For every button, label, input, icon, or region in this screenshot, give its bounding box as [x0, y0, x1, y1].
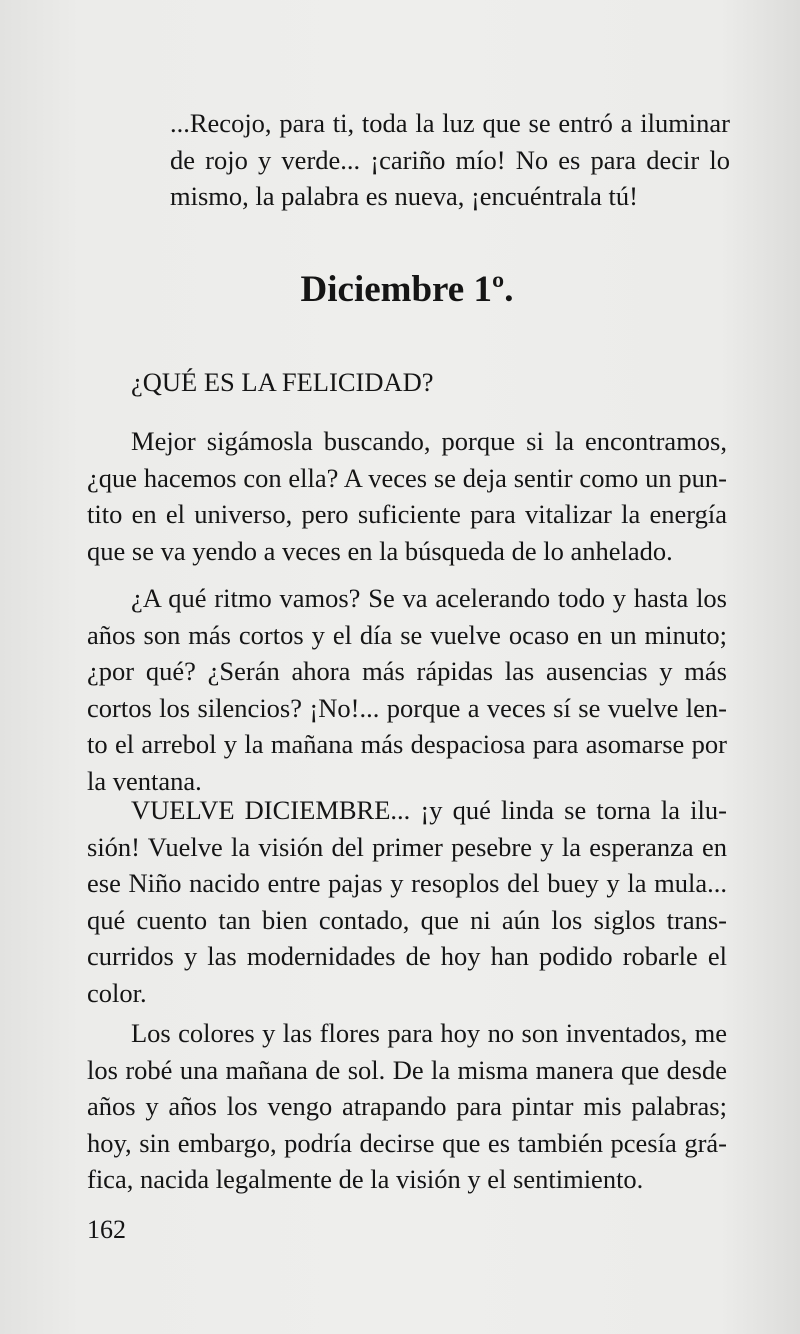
date-heading: Diciembre 1º. [300, 269, 514, 310]
section-title: ¿QUÉ ES LA FELICIDAD? [131, 367, 434, 397]
page-number: 162 [87, 1215, 126, 1244]
body-paragraph-4: Los colores y las flores para hoy no son inventados, me los robé una mañana de sol. De la misma manera que desde años y años los vengo atrapando para pintar mis palabras; hoy, sin embargo, podría decirse que es también pcesía gráfica, nacida legalmente de la visión y el sentimiento. [87, 1018, 727, 1194]
intro-paragraph: ...Recojo, para ti, toda la luz que se entró a iluminar de rojo y verde... ¡cariño mío! No es para decir lo mismo, la palabra es nueva, ¡encuéntrala tú! [170, 108, 730, 211]
body-paragraph-3: VUELVE DICIEMBRE... ¡y qué linda se torna la ilusión! Vuelve la visión del primer pesebre y la esperanza en ese Niño nacido entre pajas y resoplos del buey y la mula... qué cuento tan bien contado, que ni aún los siglos transcurridos y las modernidades de hoy han podido robarle el color. [87, 795, 727, 1008]
body-paragraph-1: Mejor sigámosla buscando, porque si la encontramos, ¿que hacemos con ella? A veces se deja sentir como un puntito en el universo, pero suficiente para vitalizar la energía que se va yendo a veces en la búsqueda de lo anhelado. [87, 426, 727, 566]
body-paragraph-2: ¿A qué ritmo vamos? Se va acelerando todo y hasta los años son más cortos y el día se vuelve ocaso en un minuto; ¿por qué? ¿Serán ahora más rápidas las ausencias y más cortos los silencios? ¡No!... porque a veces sí se vuelve lento el arrebol y la mañana más despaciosa para asomarse por la ventana. [87, 583, 727, 796]
